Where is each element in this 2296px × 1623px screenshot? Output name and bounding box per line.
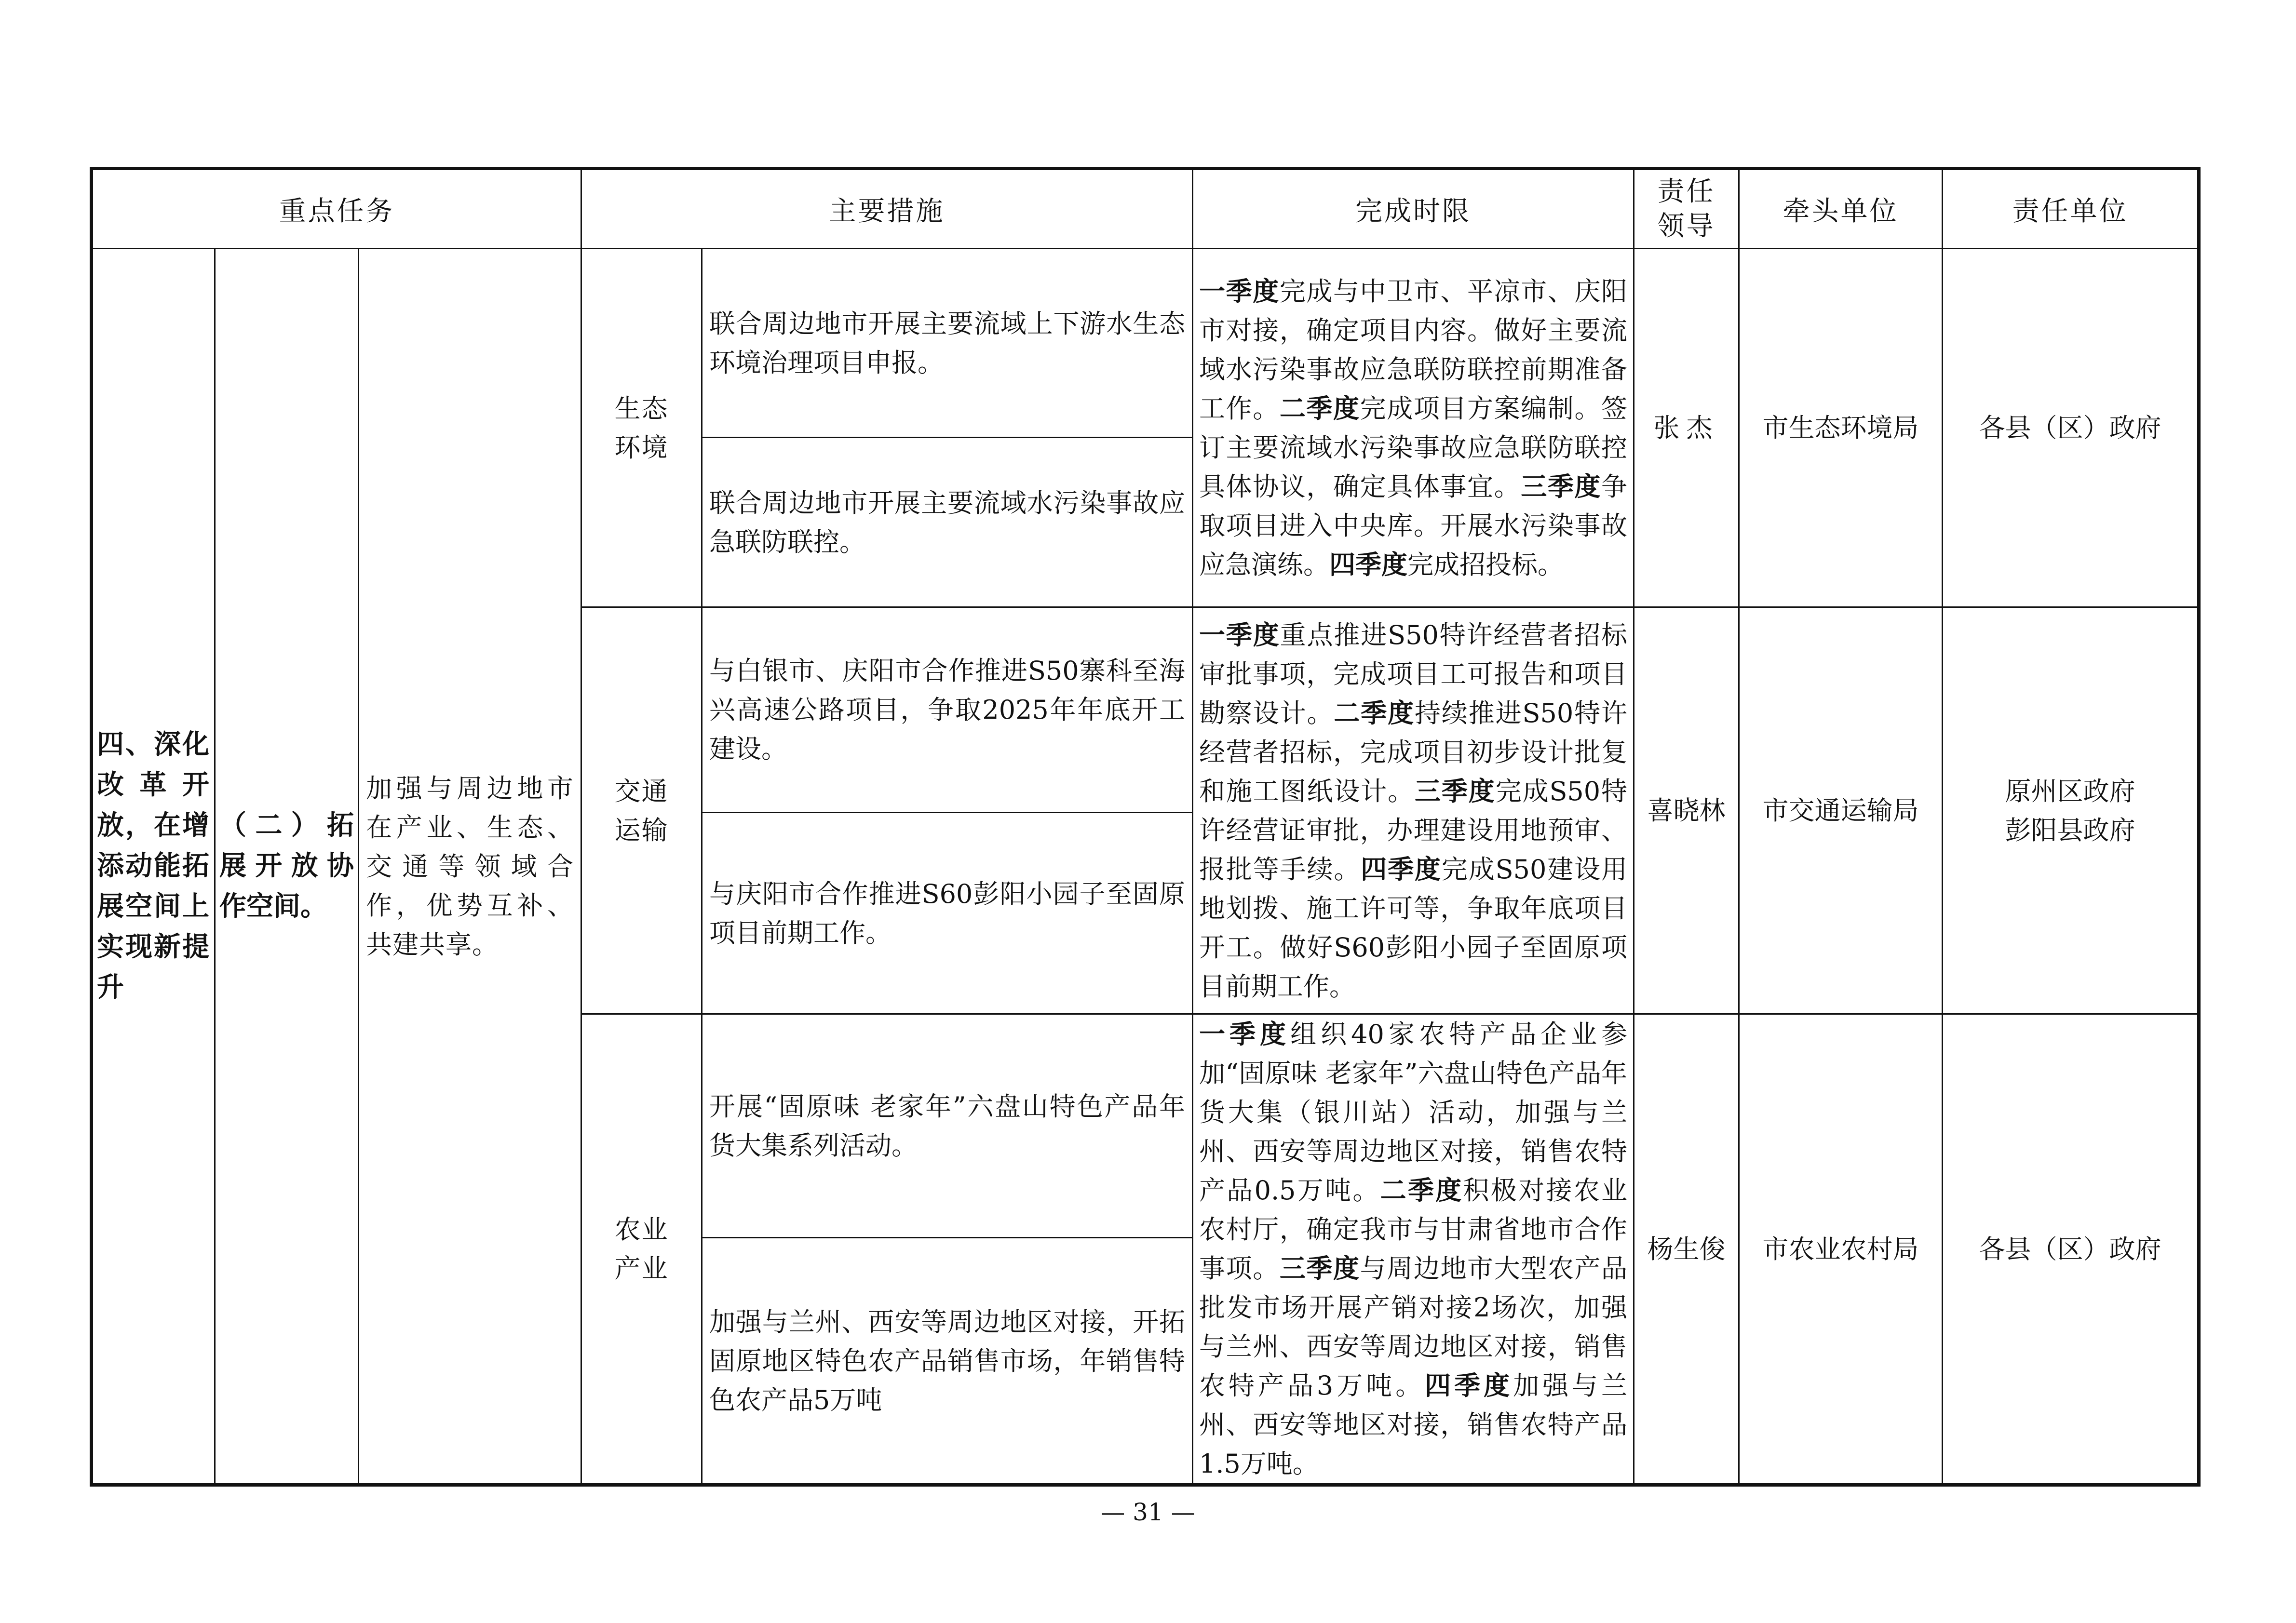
field-transport-text: 交通运输 [614, 776, 669, 845]
quarter-text: 与周边地市大型农产品批发市场开展产销对接2场次，加强与兰州、西安等周边地区对接，销售农特产品3万吨。 [1199, 1253, 1628, 1401]
header-task: 重点任务 [92, 169, 581, 249]
quarter-label: 四季度 [1425, 1370, 1513, 1401]
task-table [90, 167, 2201, 1487]
field-agriculture-text: 农业产业 [614, 1214, 669, 1284]
page-number: — 31 — [1101, 1498, 1195, 1526]
quarter-label: 一季度 [1199, 1019, 1291, 1049]
header-measures: 主要措施 [581, 169, 1193, 249]
leader-transport: 喜晓林 [1634, 607, 1739, 1014]
measure-general: 加强与周边地市在产业、生态、交通等领域合作，优势互补、共建共享。 [359, 249, 581, 1485]
sub-measure: 与白银市、庆阳市合作推进S50寨科至海兴高速公路项目，争取2025年年底开工建设。 [702, 607, 1193, 813]
quarter-text: 争取项目进入中央库。开展水污染事故应急演练。 [1199, 471, 1628, 580]
sub-measure: 开展“固原味 老家年”六盘山特色产品年货大集系列活动。 [702, 1014, 1193, 1238]
leader-agriculture: 杨生俊 [1634, 1014, 1739, 1485]
task-level2: （二）拓展开放协作空间。 [215, 249, 359, 1485]
quarter-text: 加强与兰州、西安等地区对接，销售农特产品1.5万吨。 [1199, 1370, 1628, 1479]
header-leader [1634, 169, 1739, 249]
quarter-label: 二季度 [1380, 1175, 1463, 1206]
quarter-text: 组织40家农特产品企业参加“固原味 老家年”六盘山特色产品年货大集（银川站）活动，加强与兰州、西安等周边地区对接，销售农特产品0.5万吨。 [1199, 1019, 1628, 1206]
field-transport [581, 607, 702, 1014]
quarter-text: 持续推进S50特许经营者招标，完成项目初步设计批复和施工图纸设计。 [1199, 697, 1628, 806]
quarter-label: 二季度 [1334, 697, 1415, 728]
quarter-label: 三季度 [1279, 1253, 1360, 1284]
quarter-label: 四季度 [1361, 854, 1442, 885]
quarter-label: 一季度 [1199, 276, 1280, 307]
deadline-transport [1193, 607, 1634, 1014]
header-leader-text: 责任领导 [1657, 175, 1715, 242]
header-lead-unit: 牵头单位 [1739, 169, 1943, 249]
header-deadline: 完成时限 [1193, 169, 1634, 249]
quarter-text: 重点推进S50特许经营者招标审批事项，完成项目工可报告和项目勘察设计。 [1199, 619, 1628, 728]
deadline-ecology [1193, 249, 1634, 607]
quarter-label: 一季度 [1199, 619, 1280, 650]
header-resp-unit: 责任单位 [1943, 169, 2199, 249]
quarter-label: 二季度 [1279, 393, 1360, 424]
quarter-label: 三季度 [1521, 471, 1602, 502]
sub-measure: 与庆阳市合作推进S60彭阳小园子至固原项目前期工作。 [702, 813, 1193, 1014]
lead-unit-ecology: 市生态环境局 [1739, 249, 1943, 607]
quarter-label: 三季度 [1415, 776, 1496, 806]
sub-measure: 联合周边地市开展主要流域水污染事故应急联防联控。 [702, 438, 1193, 607]
resp-unit-agriculture: 各县（区）政府 [1943, 1014, 2199, 1485]
lead-unit-transport: 市交通运输局 [1739, 607, 1943, 1014]
resp-unit-ecology: 各县（区）政府 [1943, 249, 2199, 607]
quarter-text: 完成S50特许经营证审批，办理建设用地预审、报批等手续。 [1199, 776, 1628, 885]
quarter-label: 四季度 [1329, 549, 1408, 580]
leader-ecology: 张杰 [1634, 249, 1739, 607]
sub-measure: 联合周边地市开展主要流域上下游水生态环境治理项目申报。 [702, 249, 1193, 438]
resp-unit-line: 彭阳县政府 [2005, 815, 2135, 845]
quarter-text: 完成招投标。 [1407, 549, 1564, 580]
field-agriculture [581, 1014, 702, 1485]
header-row [92, 169, 2199, 249]
field-ecology [581, 249, 702, 607]
quarter-text: 完成项目方案编制。签订主要流域水污染事故应急联防联控具体协议，确定具体事宜。 [1199, 393, 1628, 502]
table-row [92, 249, 2199, 438]
lead-unit-agriculture: 市农业农村局 [1739, 1014, 1943, 1485]
field-ecology-text: 生态环境 [614, 393, 669, 463]
sub-measure: 加强与兰州、西安等周边地区对接，开拓固原地区特色农产品销售市场，年销售特色农产品5万吨 [702, 1238, 1193, 1485]
task-level1: 四、深化改革开放，在增添动能拓展空间上实现新提升 [92, 249, 215, 1485]
quarter-text: 积极对接农业农村厅，确定我市与甘肃省地市合作事项。 [1199, 1175, 1628, 1284]
resp-unit-line: 原州区政府 [2005, 776, 2135, 806]
resp-unit-transport [1943, 607, 2199, 1014]
quarter-text: 完成与中卫市、平凉市、庆阳市对接，确定项目内容。做好主要流域水污染事故应急联防联控前期准备工作。 [1199, 276, 1628, 424]
deadline-agriculture [1193, 1014, 1634, 1485]
quarter-text: 完成S50建设用地划拨、施工许可等，争取年底项目开工。做好S60彭阳小园子至固原项目前期工作。 [1199, 854, 1628, 1002]
